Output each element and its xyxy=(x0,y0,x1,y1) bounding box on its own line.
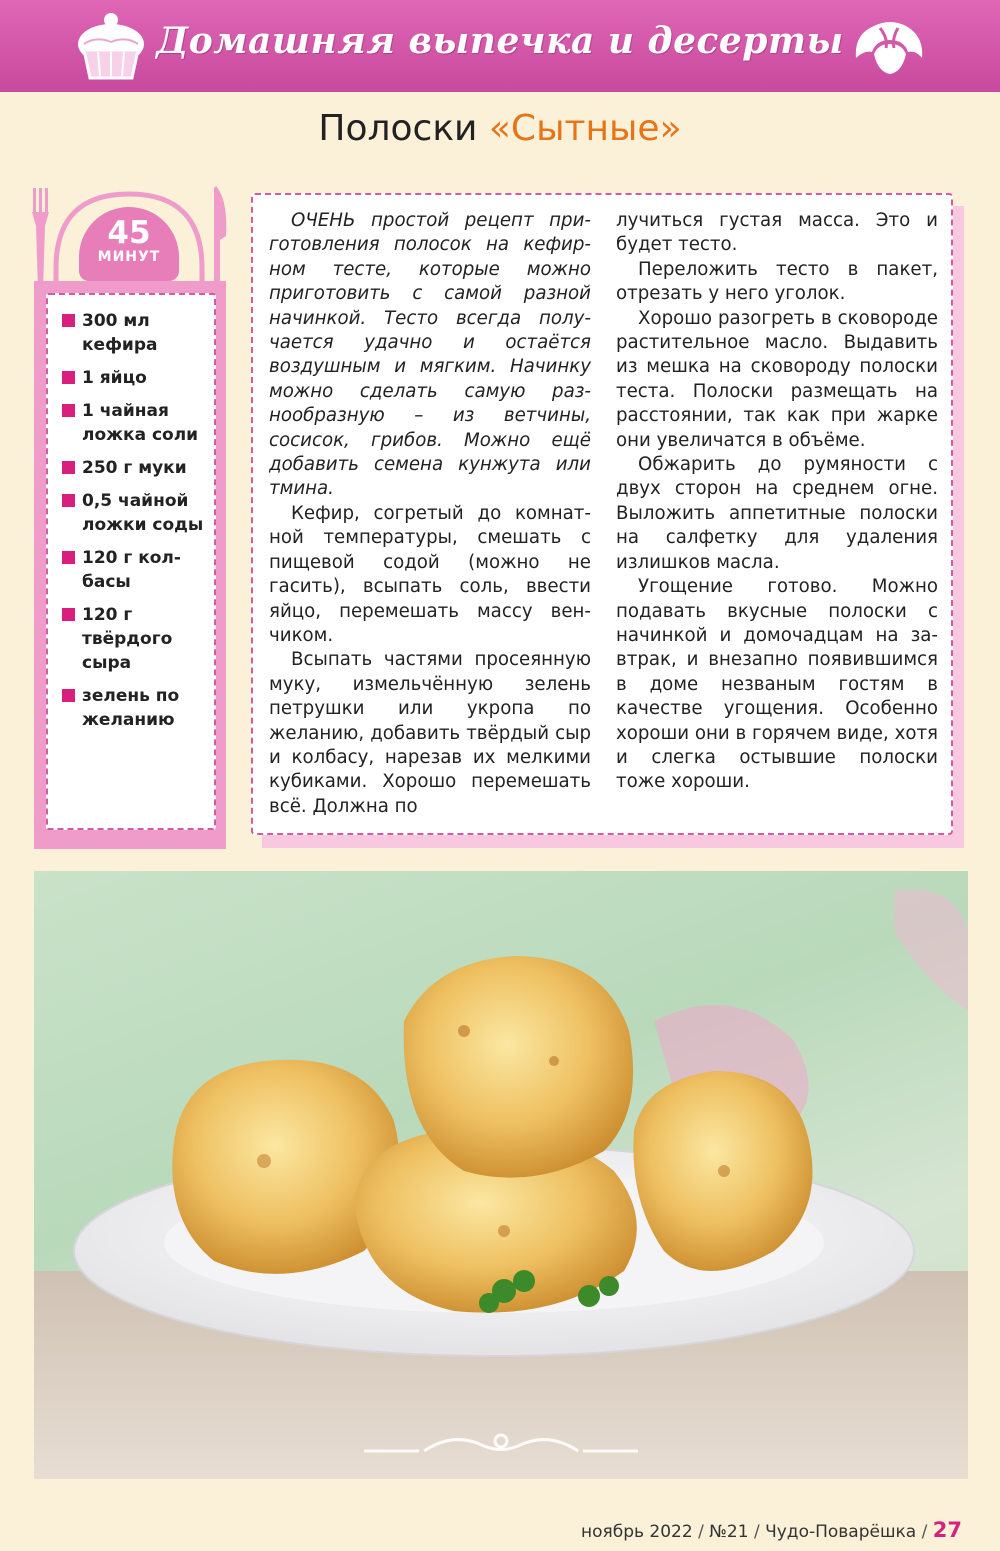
step-paragraph: Хорошо разогреть в сковороде растительное масло. Выдавить из мешка на сковороду полоски теста. Полоски размещать на расстоянии, так как при жарке они увеличатся в объёме. xyxy=(616,307,938,451)
step-paragraph-continued: лучиться густая масса. Это и будет тесто. xyxy=(616,210,938,256)
dish-illustration xyxy=(34,871,968,1479)
cooking-time-badge xyxy=(79,207,179,281)
intro-paragraph: ОЧЕНЬ простой рецепт приготовления полосок на кефирном тесте, которые можно приготовить с самой разной начинкой. Тесто всегда получается удачно и остаётся воздушным и мягким. Начинку можно сделать самую разнообразную – из ветчины, сосисок, грибов. Можно ещё добавить семена кунжута или тмина. xyxy=(269,210,591,500)
magazine-name: Чудо-Поварёшка xyxy=(765,1522,917,1542)
section-header xyxy=(0,0,1000,92)
ingredient-item: 0,5 чайной ложки соды xyxy=(60,489,208,537)
ingredient-item: 250 г муки xyxy=(60,456,208,480)
step-paragraph: Угощение готово. Можно подавать вкусные полоски с начинкой и домочадцам на завтрак, и внезапно появившимся в доме незваным гостям в качестве угощения. Особенно хороши они в горячем виде, хотя и слегка остывшие полоски тоже хороши. xyxy=(616,576,938,793)
page-number: 27 xyxy=(932,1518,962,1542)
issue-date: ноябрь 2022 xyxy=(580,1522,693,1542)
page-footer xyxy=(0,1518,962,1542)
ingredient-item: 1 яйцо xyxy=(60,366,208,390)
ingredient-item: 120 г твёрдого сыра xyxy=(60,603,208,675)
ingredient-item: зелень по желанию xyxy=(60,684,208,732)
recipe-text-box xyxy=(251,193,953,835)
step-paragraph: Обжарить до румяности с двух сторон на среднем огне. Выложить аппетитные полоcки на салфетку для удаления излишков масла. xyxy=(616,454,938,573)
ingredient-item: 1 чайная ложка соли xyxy=(60,399,208,447)
cooking-time-value: 45 xyxy=(107,215,151,251)
cupcake-icon xyxy=(76,10,146,82)
issue-number: №21 xyxy=(709,1522,749,1542)
step-paragraph: Всыпать частями просеянную муку, измельчённую зелень петрушки или укропа по желанию, добавить твёрдый сыр и колбасу, нарезав их мелкими кубиками. Хорошо перемешать всё. Должна по xyxy=(269,649,591,817)
ingredients-list xyxy=(46,293,216,830)
croissant-icon xyxy=(850,14,928,80)
recipe-title xyxy=(0,108,1000,149)
step-paragraph: Переложить тесто в пакет, отрезать у него уголок. xyxy=(616,258,938,305)
footer-separator: / xyxy=(692,1522,710,1542)
recipe-title-accent: «Сытные» xyxy=(488,108,682,149)
text-column-right xyxy=(616,209,938,795)
footer-separator: / xyxy=(748,1522,766,1542)
step-paragraph: Кефир, согретый до комнатной температуры, смешать с пищевой содой (можно не гасить), всыпать соль, ввести яйцо, перемешать массу венчиком. xyxy=(269,502,591,646)
ingredient-item: 120 г колбасы xyxy=(60,546,208,594)
recipe-title-main: Полоски xyxy=(318,108,489,149)
cooking-time-unit: МИНУТ xyxy=(97,249,161,265)
ingredient-item: 300 мл кефира xyxy=(60,309,208,357)
text-column-left xyxy=(269,209,591,819)
section-title: Домашняя выпечка и десерты xyxy=(156,20,844,62)
dish-photo xyxy=(34,871,968,1479)
footer-separator: / xyxy=(916,1522,933,1542)
